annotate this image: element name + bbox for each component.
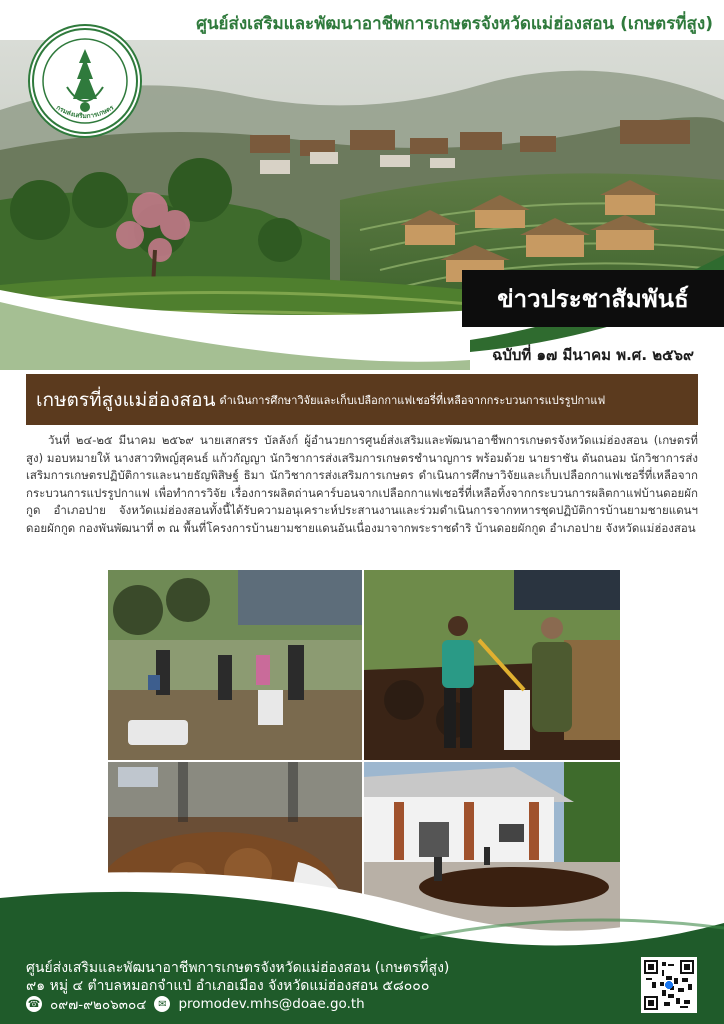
headline-bar <box>26 374 698 425</box>
phone-icon: ☎ <box>26 996 42 1012</box>
photo-workers-bagging <box>108 570 362 760</box>
footer-address: ๙๑ หมู่ ๔ ตำบลหมอกจำแป่ อำเภอเมือง จังหวัดแม่ฮ่องสอน ๕๘๐๐๐ <box>26 978 430 994</box>
press-release-banner: ข่าวประชาสัมพันธ์ <box>462 270 724 327</box>
issue-number: ฉบับที่ ๑๗ มีนาคม พ.ศ. ๒๕๖๙ <box>492 346 694 364</box>
photo-shoveling-husks <box>364 570 620 760</box>
headline-main: เกษตรที่สูงแม่ฮ่องสอน <box>36 388 216 411</box>
email-icon: ✉ <box>154 996 170 1012</box>
department-seal-icon <box>31 27 139 135</box>
department-seal-logo <box>28 24 142 138</box>
footer-phone[interactable]: ๐๙๗-๙๒๐๖๓๐๔ <box>50 997 147 1013</box>
qr-code-icon[interactable] <box>641 957 697 1013</box>
footer-email[interactable]: promodev.mhs@doae.go.th <box>178 996 365 1012</box>
header-org-title: ศูนย์ส่งเสริมและพัฒนาอาชีพการเกษตรจังหวัดแม่ฮ่องสอน (เกษตรที่สูง) <box>196 14 713 34</box>
news-body-paragraph: วันที่ ๒๔-๒๕ มีนาคม ๒๕๖๙ นายเสกสรร บัลลังก์ ผู้อำนวยการศูนย์ส่งเสริมและพัฒนาอาชีพการเกษตรจังหวัดแม่ฮ่องสอน (เกษตรที่สูง) มอบหมายให้ นางสาวทิพญ์สุคนธ์ แก้วกัญญา นักวิชาการส่งเสริมการเกษตรชำนาญการ พร้อมด้วย นายราชัน ตันถนอม นักวิชาการส่งเสริมการเกษตรปฏิบัติการและนายธัญพิสิษฐ์ ธิมา นักวิชาการส่งเสริมการเกษตร ดำเนินการศึกษาวิจัยและเก็บเปลือกกาแฟเชอรี่ที่เหลือจากกระบวนการแปรรูปกาแฟ เพื่อทำการวิจัย เรื่องการผลิตถ่านคาร์บอนจากเปลือกกาแฟเชอรี่ที่เหลือทิ้งจากกระบวนการผลิตกาแฟบ้านดอยผักกูด อำเภอปาย จังหวัดแม่ฮ่องสอนทั้งนี้ได้รับความอนุเคราะห์ประสานงานและร่วมดำเนินการจากทหารชุดปฏิบัติการบ้านยามชายแดนฯดอยผักกูด กองพันพัฒนาที่ ๓ ณ พื้นที่โครงการบ้านยามชายแดนอันเนื่องมาจากพระราชดำริ บ้านดอยผักกูด อำเภอปาย จังหวัดแม่ฮ่องสอน <box>26 433 698 535</box>
seal-text: กรมส่งเสริมการเกษตร <box>54 103 116 121</box>
headline-sub: ดำเนินการศึกษาวิจัยและเก็บเปลือกกาแฟเชอรี่ที่เหลือจากกระบวนการแปรรูปกาแฟ <box>219 393 606 407</box>
footer-contact-row <box>26 993 365 1015</box>
footer-org-name: ศูนย์ส่งเสริมและพัฒนาอาชีพการเกษตรจังหวัดแม่ฮ่องสอน (เกษตรที่สูง) <box>26 960 450 976</box>
